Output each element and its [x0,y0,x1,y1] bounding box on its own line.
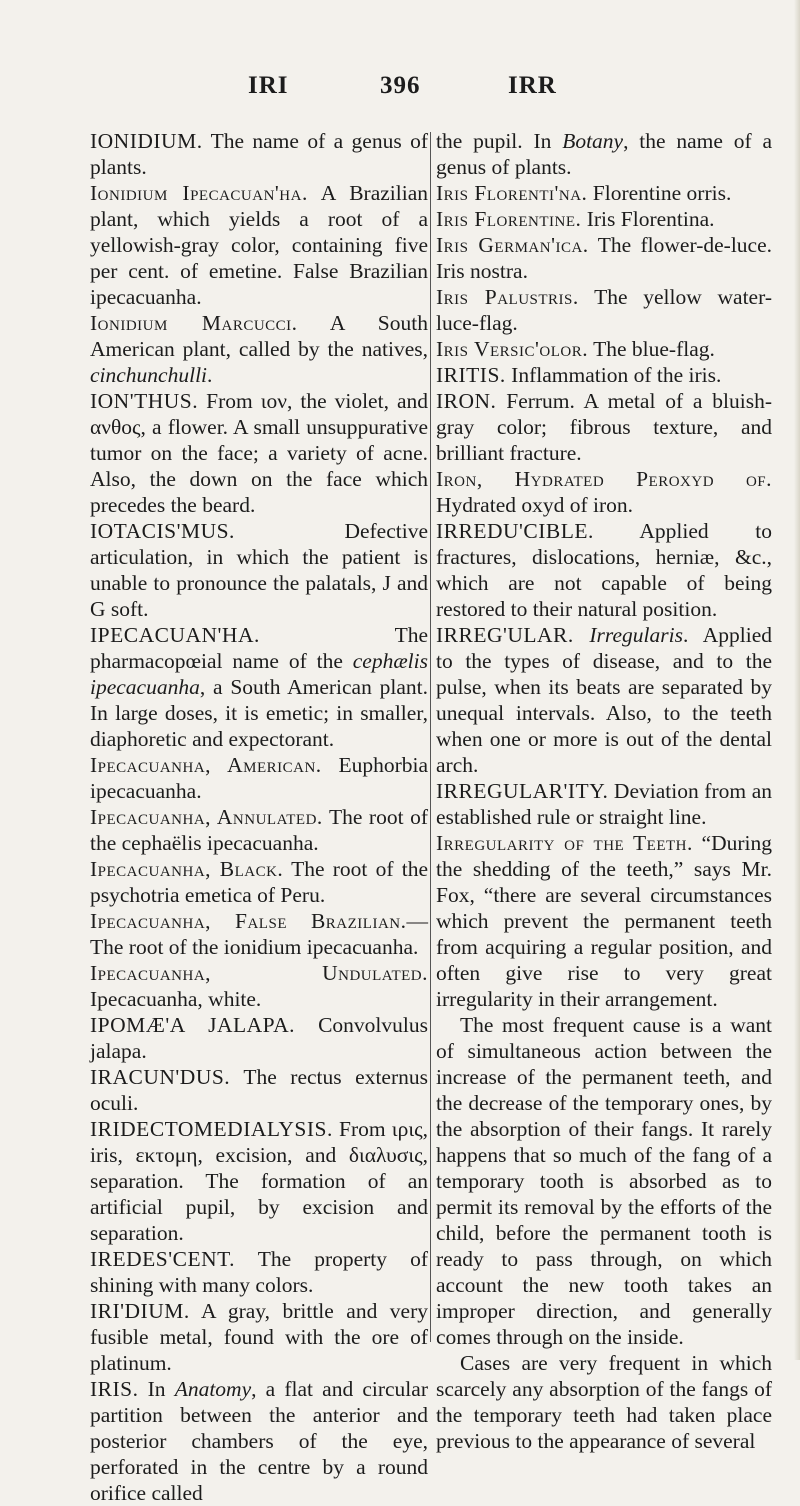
column-divider [430,132,431,1342]
entry-text: A gray, brittle and very fusible metal, found with the ore of platinum. [90,1299,428,1375]
entry-text-tail: . [207,363,213,387]
entry-text: Convolvulus jalapa. [90,1013,428,1063]
dictionary-entry [90,518,428,622]
entry-text: Florentine orris. [587,181,732,205]
running-header [0,72,800,112]
entry-headword: Ionidium Marcucci. [90,311,298,335]
dictionary-entry [436,336,772,362]
entry-headword: Iris German'ica. [436,233,589,257]
dictionary-entry [436,180,772,206]
entry-headword: IREDES'CENT. [90,1247,236,1271]
entry-text: Ipecacuanha, white. [90,987,262,1011]
entry-headword: IRIDECTOMEDIALYSIS. [90,1117,333,1141]
dictionary-entry [90,1064,428,1116]
entry-headword: Ipecacuanha, Undulated. [90,961,428,985]
entry-headword: Iris Palustris. [436,285,579,309]
dictionary-entry [90,1298,428,1376]
entry-headword: IRON. [436,389,497,413]
header-left-guide-word: IRI [248,72,289,99]
entry-text: the pupil. In [436,129,563,153]
entry-text: The root of the psychotria emetica of Peru. [90,857,428,907]
entry-text: Deviation from an established rule or straight line. [436,779,772,829]
entry-text: Hydrated oxyd of iron. [436,493,634,517]
dictionary-entry [436,466,772,518]
dictionary-entry [436,622,772,778]
dictionary-entry [436,388,772,466]
entry-headword: IOTACIS'MUS. [90,519,235,543]
entry-text: From ιον, the violet, and ανθος, a flower. A small unsuppurative tumor on the face; a variety of acne. Also, the down on the face which precedes the beard. [90,389,428,517]
entry-text: The yellow water-luce-flag. [436,285,772,335]
entry-text: The root of the cephaëlis ipecacuanha. [90,805,428,855]
entry-text: The property of shining with many colors. [90,1247,428,1297]
entry-text [574,623,590,647]
entry-text: The rectus externus oculi. [90,1065,428,1115]
entry-headword: IPOMÆ'A JALAPA. [90,1013,296,1037]
entry-headword: Ipecacuanha, Annulated. [90,805,323,829]
dictionary-entry [90,752,428,804]
dictionary-entry [90,908,428,960]
dictionary-entry [436,232,772,284]
entry-headword: Iris Florentine. [436,207,582,231]
right-column [436,128,772,1454]
entry-headword: Iris Florenti'na. [436,181,588,205]
entry-headword: Ipecacuanha, American. [90,753,322,777]
entry-text: Euphorbia ipecacuanha. [90,753,428,803]
dictionary-entry [436,284,772,336]
dictionary-entry [90,1012,428,1064]
entry-text: The pharmacopœial name of the [90,623,428,673]
entry-headword: Iron, Hydrated Peroxyd of. [436,467,772,491]
dictionary-entry [436,128,772,180]
entry-text: Applied to fractures, dislocations, herniæ, &c., which are not capable of being restored to their natural position. [436,519,772,621]
entry-text: A Brazilian plant, which yields a root of a yellowish-gray color, containing five per cent. of emetine. False Brazilian ipecacuanha. [90,181,428,309]
entry-italic-term: Irregularis [589,623,683,647]
dictionary-entry [436,1350,772,1454]
entry-italic-term: Anatomy [174,1377,252,1401]
entry-text: A South American plant, called by the natives, [90,311,428,361]
dictionary-entry [436,778,772,830]
entry-headword: IRI'DIUM. [90,1299,190,1323]
entry-headword: IONIDIUM. [90,129,203,153]
entry-text: Iris Florentina. [581,207,715,231]
dictionary-entry [90,1376,428,1506]
entry-headword: Iris Versic'olor. [436,337,589,361]
dictionary-entry [90,180,428,310]
dictionary-entry [90,804,428,856]
header-right-guide-word: IRR [508,72,557,99]
entry-headword: Ipecacuanha, Black. [90,857,284,881]
dictionary-entry [90,128,428,180]
dictionary-entry [436,518,772,622]
entry-text: Cases are very frequent in which scarcely any absorption of the fangs of the temporary teeth had taken place previous to the appearance of several [436,1351,772,1453]
entry-headword: IRIS. [90,1377,139,1401]
page-edge-shadow [794,0,800,1360]
entry-headword: IPECACUAN'HA. [90,623,260,647]
entry-headword: Ipecacuanha, False Brazilian. [90,909,407,933]
entry-text: The blue-flag. [588,337,715,361]
dictionary-entry [90,856,428,908]
entry-headword: IRREDU'CIBLE. [436,519,594,543]
entry-text-tail: , a flat and circular partition between the anterior and posterior chambers of the eye, perforated in the centre by a round orifice called [90,1377,428,1505]
entry-text: The flower-de-luce. Iris nostra. [436,233,773,283]
entry-text-tail: , the name of a genus of plants. [436,129,772,179]
entry-text: From ιρις, iris, εκτομη, excision, and διαλυσις, separation. The formation of an artificial pupil, by excision and separation. [90,1117,428,1245]
entry-headword: IRITIS. [436,363,506,387]
entry-italic-term: Botany [562,129,624,153]
dictionary-entry [90,960,428,1012]
entry-headword: Irregularity of the Teeth. [436,831,693,855]
entry-text: Inflammation of the iris. [505,363,722,387]
entry-text: Ferrum. A metal of a bluish-gray color; fibrous texture, and brilliant fracture. [436,389,772,465]
entry-italic-term: cinchunchulli [90,363,208,387]
entry-headword: IRREGULAR'ITY. [436,779,609,803]
dictionary-entry [436,206,772,232]
entry-headword: ION'THUS. [90,389,199,413]
entry-headword: IRREG'ULAR. [436,623,574,647]
entry-headword: IRACUN'DUS. [90,1065,231,1089]
dictionary-entry [90,310,428,388]
entry-text: In [138,1377,175,1401]
entry-text-tail: . Applied to the types of disease, and to the pulse, when its beats are separated by unequal intervals. Also, to the teeth when one or more is out of the dental arch. [436,623,772,777]
dictionary-entry [436,830,772,1012]
entry-text-tail: , a South American plant. In large doses, it is emetic; in smaller, diaphoretic and expectorant. [90,675,428,751]
dictionary-entry [436,1012,772,1350]
entry-text: The most frequent cause is a want of simultaneous action between the increase of the permanent teeth, and the decrease of the temporary ones, by the absorption of their fangs. It rarely happens that so much of the fang of a temporary tooth is absorbed as to permit its removal by the efforts of the child, before the permanent tooth is ready to pass through, on which account the new tooth takes an improper direction, and generally comes through on the inside. [436,1013,772,1349]
left-column [90,128,428,1506]
dictionary-entry [90,622,428,752]
entry-text: The name of a genus of plants. [90,129,428,179]
entry-text: Defective articulation, in which the patient is unable to pronounce the palatals, J and G soft. [90,519,428,621]
entry-italic-term: cephælis ipecacuanha [90,649,428,699]
entry-text: “During the shedding of the teeth,” says Mr. Fox, “there are several circumstances which prevent the permanent teeth from acquiring a regular position, and often give rise to very great irregularity in their arrangement. [436,831,773,1011]
page-number: 396 [380,72,421,99]
entry-text: — The root of the ionidium ipecacuanha. [90,909,428,959]
dictionary-entry [90,1246,428,1298]
dictionary-entry [436,362,772,388]
entry-headword: Ionidium Ipecacuan'ha. [90,181,308,205]
dictionary-entry [90,388,428,518]
dictionary-entry [90,1116,428,1246]
